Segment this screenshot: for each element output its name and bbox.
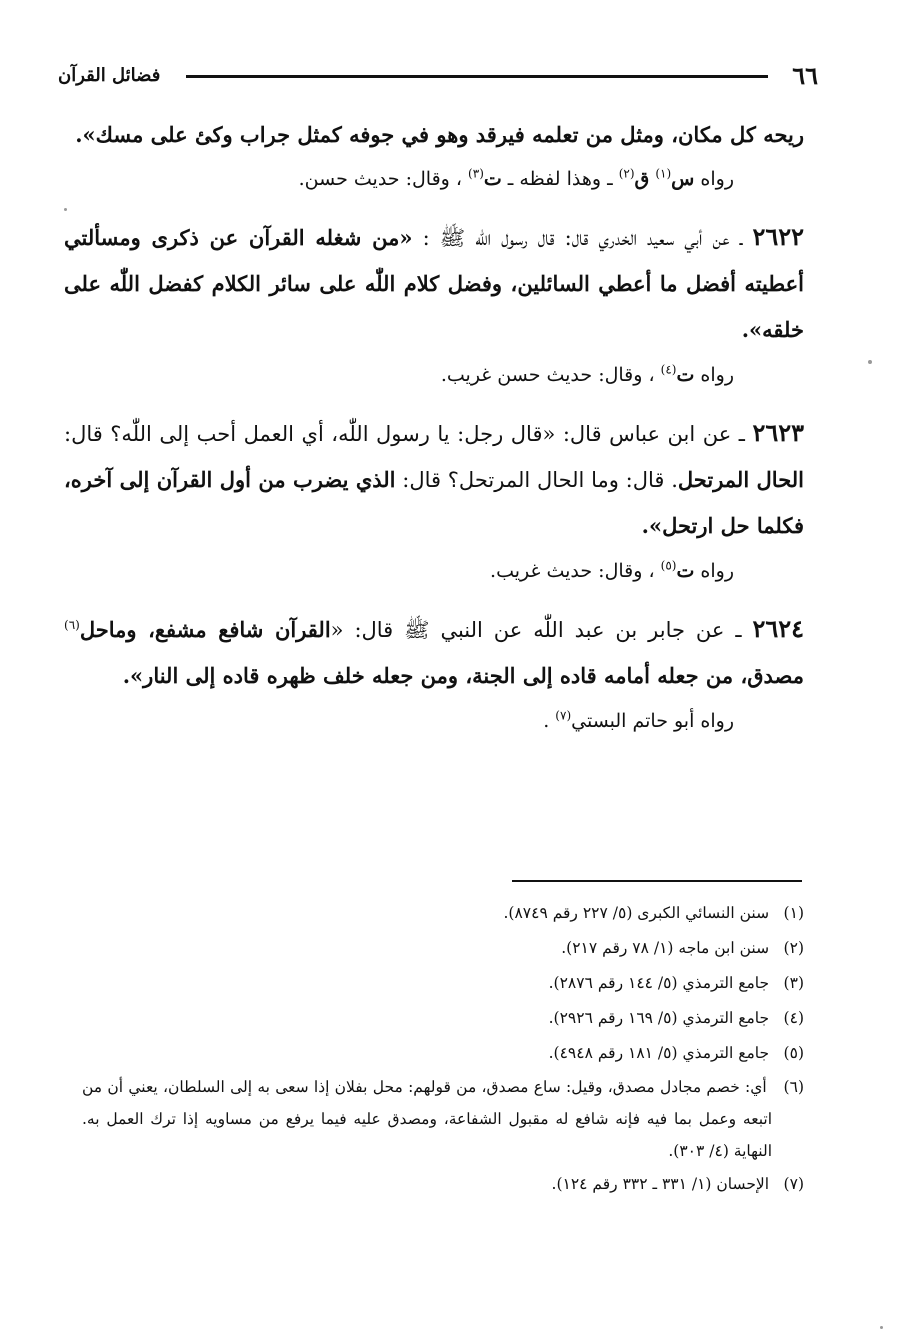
- riwaya-text: ـ وهذا لفظه ـ: [501, 168, 619, 190]
- footnotes: [82, 896, 804, 1202]
- hadith-intro: ـ عن ابن عباس قال: «قال رجل: يا رسول اللّٰه، أي العمل أحب إلى اللّٰه؟ قال:: [64, 422, 753, 446]
- footnote-ref: (٤): [660, 362, 677, 377]
- footnote-text: أي: خصم مجادل مصدق، وقيل: ساع مصدق، من قولهم: محل بفلان إذا سعى به إلى السلطان، يعني أن من اتبعه وعمل بما فيه فإنه شافع له مقبول الشفاعة، ومصدق عليه فيما يرفع من مساويه إذا ترك العمل به. النهاية (٤/ ٣٠٣).: [82, 1078, 772, 1160]
- hadith-intro: ـ عن جابر بن عبد اللّٰه عن النبي ﷺ قال: «: [330, 618, 753, 642]
- footnote-text: جامع الترمذي (٥/ ١٦٩ رقم ٢٩٢٦).: [548, 1009, 770, 1027]
- source-siglum: ق: [634, 168, 650, 190]
- footnote-text: جامع الترمذي (٥/ ١٤٤ رقم ٢٨٧٦).: [548, 974, 770, 992]
- footnote-ref: (٦): [64, 618, 80, 632]
- footnote: [82, 1001, 804, 1036]
- main-text: [64, 112, 804, 756]
- running-header: [58, 58, 818, 96]
- footnote: [82, 896, 804, 931]
- source-siglum: ت: [483, 168, 502, 190]
- footnote-ref: (١): [655, 166, 672, 181]
- footnote-ref: (٥): [660, 558, 677, 573]
- hadith-2624: [64, 606, 804, 699]
- footnote-separator: [512, 880, 802, 882]
- hadith-quote: الحال المرتحل: [677, 467, 804, 492]
- hadith-continuation: ريحه كل مكان، ومثل من تعلمه فيرقد وهو في جوفه كمثل جراب وكئ على مسك».: [75, 122, 804, 147]
- riwaya-line: [64, 157, 804, 202]
- scan-speck: [64, 208, 67, 211]
- footnote-label: (٣): [783, 974, 804, 992]
- footnote-ref: (٧): [555, 708, 572, 723]
- footnote: [82, 1167, 804, 1202]
- footnote-ref: (٣): [468, 166, 484, 181]
- footnote-ref: (٢): [618, 166, 635, 181]
- hadith-text: ».: [122, 663, 144, 688]
- hadith-text: . قال: وما الحال المرتحل؟ قال:: [395, 468, 678, 492]
- riwaya-line: [64, 699, 804, 744]
- footnote-label: (٧): [783, 1175, 804, 1193]
- riwaya-grading: ، وقال: حديث غريب.: [490, 560, 661, 582]
- source-siglum: ت: [676, 560, 695, 582]
- footnote-label: (٢): [783, 939, 804, 957]
- header-rule: [186, 75, 768, 78]
- hadith-number: ٢٦٢٣: [752, 418, 804, 447]
- source-siglum: س: [671, 168, 695, 190]
- footnote-label: (١): [783, 904, 804, 922]
- riwaya-prefix: رواه: [694, 168, 734, 190]
- hadith-quote: القرآن شافع مشفع، وماحل: [79, 617, 331, 642]
- footnote-label: (٥): [783, 1044, 804, 1062]
- footnote-text: جامع الترمذي (٥/ ١٨١ رقم ٤٩٤٨).: [548, 1044, 770, 1062]
- footnote: [82, 966, 804, 1001]
- source-siglum: ت: [676, 364, 695, 386]
- footnote: [82, 1071, 804, 1167]
- riwaya-prefix: رواه أبو حاتم البستي: [571, 710, 734, 732]
- footnote: [82, 931, 804, 966]
- hadith-intro: ـ عن أبي سعيد الخدري قال: قال رسول اللّٰه ﷺ :: [412, 226, 753, 250]
- hadith-quote: الذي يضرب من أول القرآن إلى آخره، فكلما حل ارتحل: [64, 467, 804, 538]
- book-title: فضائل القرآن: [58, 65, 161, 86]
- riwaya-line: [64, 549, 804, 594]
- hadith-text: ».: [641, 513, 663, 538]
- hadith-quote: «من شغله القرآن عن ذكرى ومسألتي أعطيته أفضل ما أعطي السائلين، وفضل كلام اللّٰه على سائر الكلام كفضل اللّٰه على خلقه».: [64, 225, 804, 342]
- hadith-quote: مصدق، من جعله أمامه قاده إلى الجنة، ومن جعله خلف ظهره قاده إلى النار: [143, 663, 804, 688]
- footnote-label: (٦): [783, 1078, 804, 1096]
- riwaya-grading: ، وقال: حديث حسن غريب.: [440, 364, 661, 386]
- scan-speck: [880, 1326, 883, 1329]
- riwaya-grading: ، وقال: حديث حسن.: [298, 168, 469, 190]
- riwaya-prefix: رواه: [694, 364, 734, 386]
- page-number: ٦٦: [792, 61, 818, 90]
- footnote-text: الإحسان (١/ ٣٣١ ـ ٣٣٢ رقم ١٢٤).: [551, 1175, 770, 1193]
- riwaya-line: [64, 353, 804, 398]
- footnote-label: (٤): [783, 1009, 804, 1027]
- riwaya-prefix: رواه: [694, 560, 734, 582]
- hadith-number: ٢٦٢٢: [752, 222, 805, 251]
- riwaya-grading: .: [543, 710, 556, 732]
- hadith-2622: [64, 214, 804, 353]
- hadith-number: ٢٦٢٤: [752, 614, 804, 643]
- footnote-text: سنن النسائي الكبرى (٥/ ٢٢٧ رقم ٨٧٤٩).: [503, 904, 770, 922]
- footnote: [82, 1036, 804, 1071]
- scan-speck: [868, 360, 872, 364]
- footnote-text: سنن ابن ماجه (١/ ٧٨ رقم ٢١٧).: [561, 939, 770, 957]
- hadith-2623: [64, 410, 804, 549]
